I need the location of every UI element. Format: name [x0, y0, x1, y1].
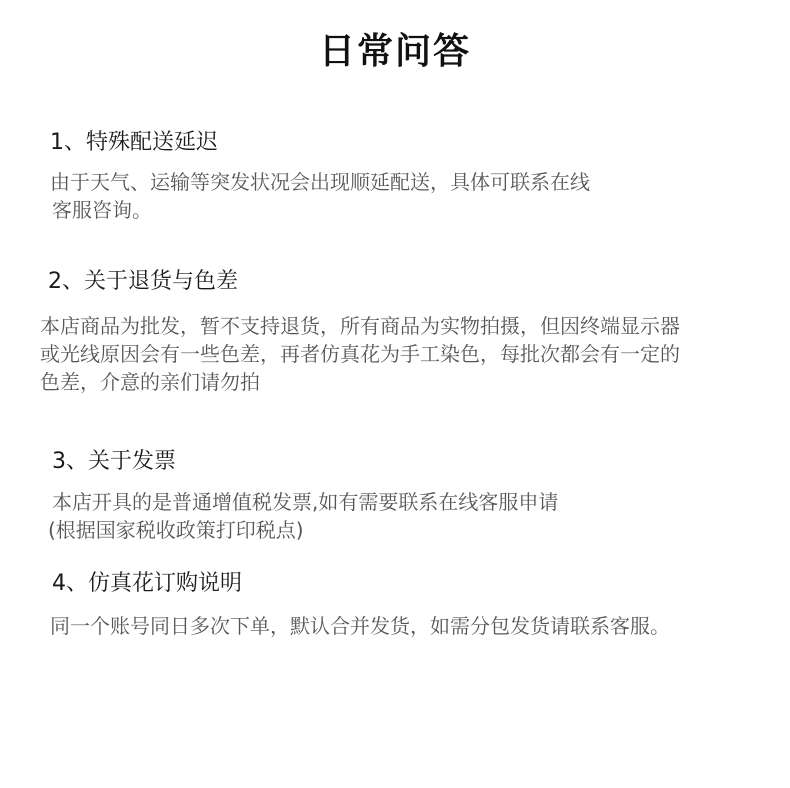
faq-answer-special-delivery-delay [50, 168, 590, 224]
faq-heading-returns-and-color-difference: 2、关于退货与色差 [48, 269, 238, 294]
faq-answer-invoice [48, 488, 558, 544]
faq-heading-invoice: 3、关于发票 [52, 449, 176, 474]
faq-answer-ordering-instructions [50, 612, 670, 640]
answer-line: 或光线原因会有一些色差，再者仿真花为手工染色，每批次都会有一定的 [40, 342, 680, 366]
page-title: 日常问答 [318, 31, 471, 72]
answer-line: 本店商品为批发，暂不支持退货，所有商品为实物拍摄，但因终端显示器 [40, 314, 680, 338]
answer-line: 客服咨询。 [52, 198, 152, 222]
faq-heading-special-delivery-delay: 1、特殊配送延迟 [50, 130, 218, 155]
answer-line: 色差，介意的亲们请勿拍 [40, 370, 260, 394]
answer-line: 同一个账号同日多次下单，默认合并发货，如需分包发货请联系客服。 [50, 614, 670, 638]
faq-answer-returns-and-color-difference [40, 312, 780, 396]
answer-line: 本店开具的是普通增值税发票,如有需要联系在线客服申请 [52, 490, 559, 514]
answer-line: (根据国家税收政策打印税点) [48, 518, 304, 542]
faq-heading-ordering-instructions: 4、仿真花订购说明 [52, 571, 242, 596]
answer-line: 由于天气、运输等突发状况会出现顺延配送，具体可联系在线 [50, 170, 590, 194]
